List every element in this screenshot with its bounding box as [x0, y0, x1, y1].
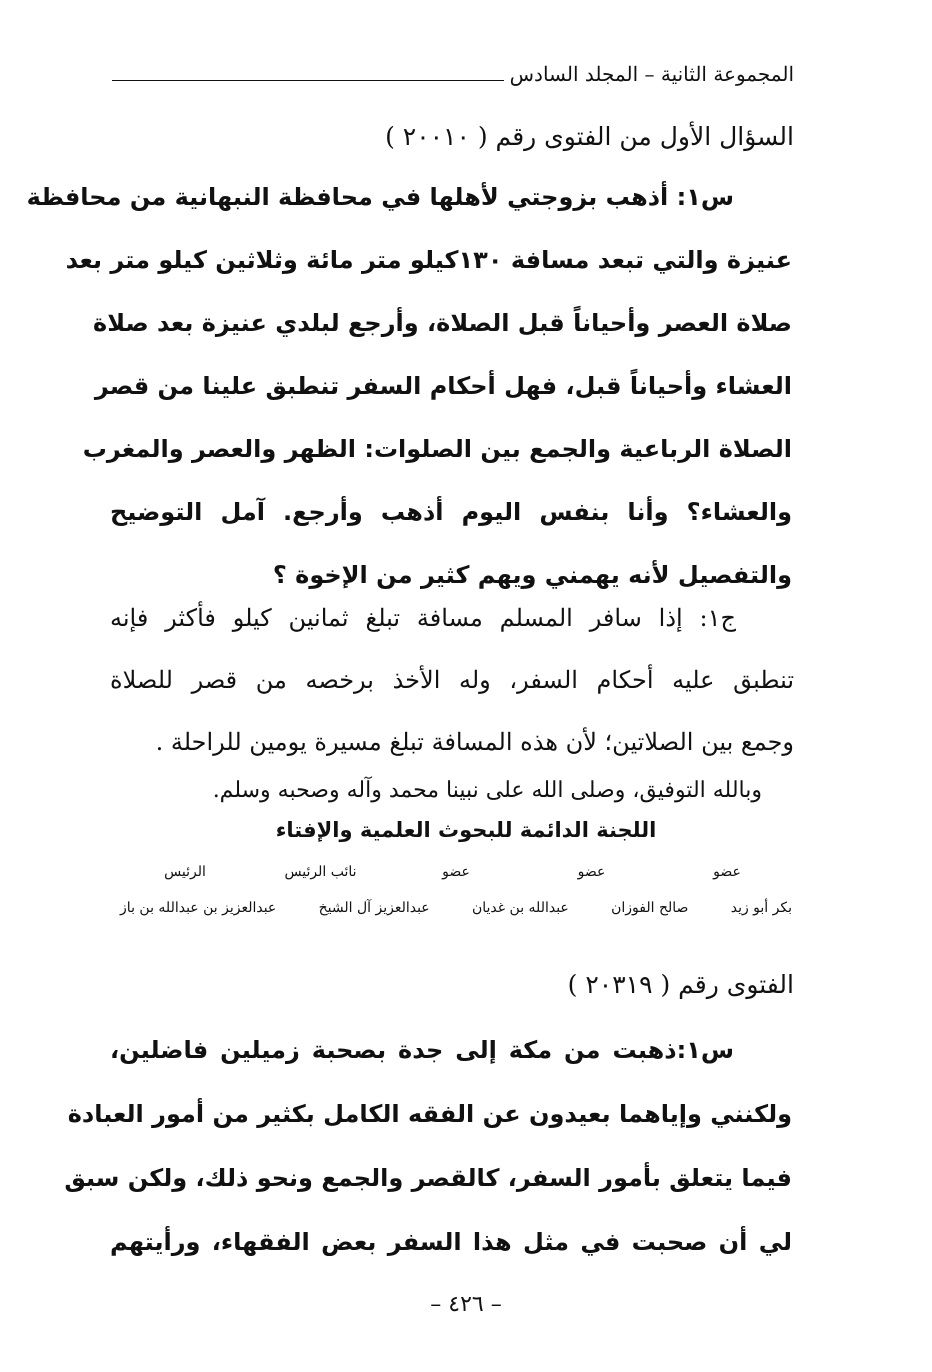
fatwa2-question: [64, 1018, 792, 1274]
signatory-name: صالح الفوزان: [611, 900, 689, 916]
closing-formula: وبالله التوفيق، وصلى الله على نبينا محمد وآله وصحبه وسلم.: [212, 778, 762, 803]
question-line: عنيزة والتي تبعد مسافة ١٣٠كيلو متر مائة وثلاثين كيلو متر بعد: [65, 246, 792, 274]
question-line: صلاة العصر وأحياناً قبل الصلاة، وأرجع لبلدي عنيزة بعد صلاة: [93, 309, 792, 337]
fatwa2-title: الفتوى رقم ( ٢٠٣١٩ ): [567, 970, 794, 999]
question-line: ولكنني وإياهما بعيدون عن الفقه الكامل بكثير من أمور العبادة: [67, 1100, 792, 1128]
signatory-names: [120, 900, 792, 916]
question-line: والتفصيل لأنه يهمني ويهم كثير من الإخوة ؟: [272, 561, 792, 589]
page-number: – ٤٢٦ –: [430, 1292, 502, 1317]
signatory-role: عضو: [442, 864, 470, 880]
answer-line: وجمع بين الصلاتين؛ لأن هذه المسافة تبلغ مسيرة يومين للراحلة .: [155, 728, 794, 756]
signatory-role: عضو: [713, 864, 741, 880]
signatory-role: نائب الرئيس: [284, 864, 357, 880]
question-line: لي أن صحبت في مثل هذا السفر بعض الفقهاء، ورأيتهم: [110, 1228, 792, 1256]
question-line: فيما يتعلق بأمور السفر، كالقصر والجمع ونحو ذلك، ولكن سبق: [64, 1164, 792, 1192]
running-header: [112, 62, 794, 90]
question-line: والعشاء؟ وأنا بنفس اليوم أذهب وأرجع. آمل التوضيح: [110, 498, 792, 526]
fatwa1-question: [26, 166, 792, 607]
answer-line: تنطبق عليه أحكام السفر، وله الأخذ برخصه من قصر للصلاة: [110, 666, 794, 694]
signatory-name: عبدالعزيز بن عبدالله بن باز: [120, 900, 277, 916]
header-title: المجموعة الثانية – المجلد السادس: [504, 62, 794, 86]
fatwa1-title: السؤال الأول من الفتوى رقم ( ٢٠٠١٠ ): [385, 122, 794, 151]
answer-line: ج١: إذا سافر المسلم مسافة تبلغ ثمانين كيلو فأكثر فإنه: [110, 604, 736, 632]
question-line: س١: أذهب بزوجتي لأهلها في محافظة النبهانية من محافظة: [26, 183, 734, 211]
signatory-role: عضو: [577, 864, 606, 880]
question-line: س١:ذهبت من مكة إلى جدة بصحبة زميلين فاضلين،: [110, 1036, 734, 1064]
question-line: الصلاة الرباعية والجمع بين الصلوات: الظهر والعصر والمغرب: [82, 435, 792, 463]
signatory-roles: [120, 864, 792, 880]
signatory-name: عبدالله بن غديان: [471, 900, 569, 916]
signatory-name: بكر أبو زيد: [730, 900, 792, 916]
signatory-role: الرئيس: [164, 864, 206, 880]
fatwa1-answer: [110, 587, 794, 773]
signatory-name: عبدالعزيز آل الشيخ: [318, 900, 430, 916]
committee-name: اللجنة الدائمة للبحوث العلمية والإفتاء: [275, 818, 657, 842]
question-line: العشاء وأحياناً قبل، فهل أحكام السفر تنطبق علينا من قصر: [94, 372, 792, 400]
